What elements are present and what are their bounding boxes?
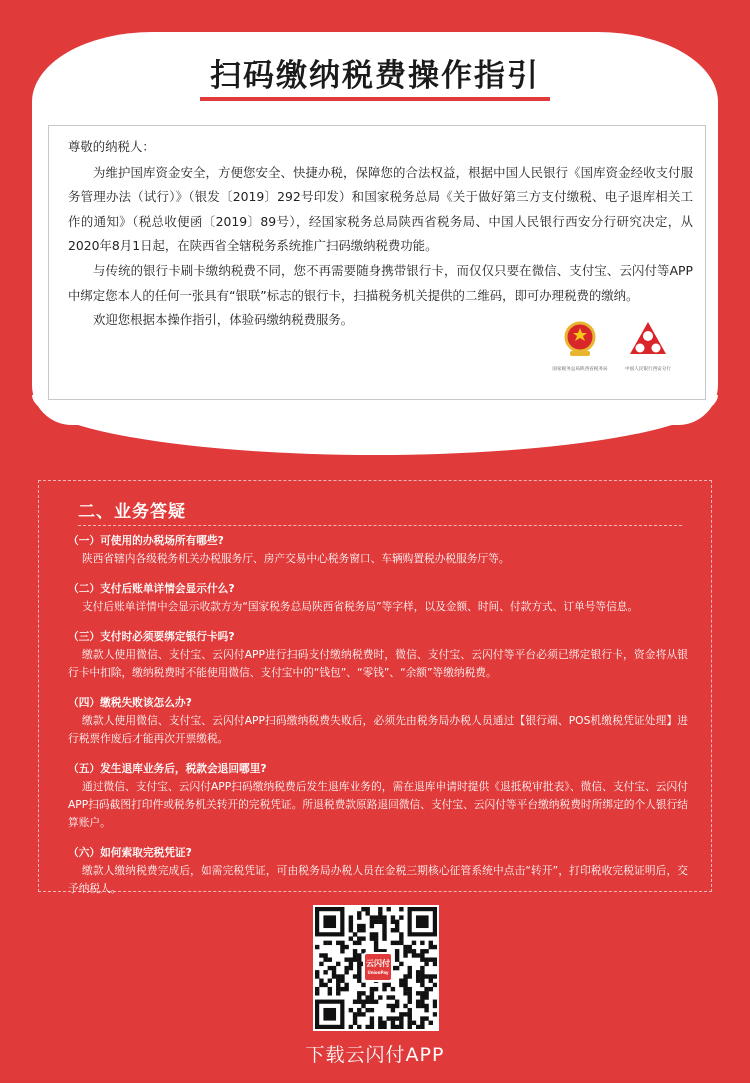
letter-paragraph-1: 为维护国库资金安全，方便您安全、快捷办税，保障您的合法权益，根据中国人民银行《国库资金经收支付服务管理办法（试行）》（银发〔2019〕292号印发）和国家税务总局《关于做好第三方支付缴税、电子退库相关工作的通知》（税总收便函〔2019〕89号），经国家税务总局陕西省税务局、中国人民银行西安分行研究决定，从2020年8月1日起，在陕西省全辖税务系统推广扫码缴纳税费功能。: [68, 164, 693, 254]
tax-logo-caption: 国家税务总局陕西省税务局: [552, 367, 608, 372]
qa-question: （三）支付时必须要绑定银行卡吗?: [68, 630, 235, 643]
qa-item: [68, 694, 688, 748]
intro-card-curve: [32, 395, 718, 455]
qa-divider: [78, 525, 682, 526]
title-area: [0, 32, 750, 101]
bank-emblem-icon: [628, 320, 668, 358]
qa-item: [68, 760, 688, 832]
qa-item: [68, 628, 688, 682]
letter-greeting: 尊敬的纳税人：: [68, 139, 155, 154]
qa-answer: 缴款人使用微信、支付宝、云闪付APP进行扫码支付缴纳税费时，微信、支付宝、云闪付等平台必须已绑定银行卡，资金将从银行卡中扣除，缴纳税费时不能使用微信、支付宝中的“钱包”、“零钱”、“余额”等缴纳税费。: [68, 648, 688, 679]
qa-item: [68, 844, 688, 898]
qa-question: （五）发生退库业务后，税款会退回哪里?: [68, 762, 267, 775]
qr-badge-label: 云闪付: [366, 959, 390, 968]
qa-answer: 支付后账单详情中会显示收款方为“国家税务总局陕西省税务局”等字样，以及金额、时间、付款方式、订单号等信息。: [82, 600, 639, 613]
bank-logo-caption: 中国人民银行西安分行: [625, 367, 671, 372]
unionpay-badge: [363, 952, 393, 982]
tax-bureau-logo: [550, 320, 610, 372]
download-app-label[interactable]: 下载云闪付APP: [305, 1044, 445, 1066]
tax-emblem-icon: [560, 320, 600, 358]
qa-answer: 陕西省辖内各级税务机关办税服务厅、房产交易中心税务窗口、车辆购置税办税服务厅等。: [82, 552, 510, 565]
qr-badge-sublabel: UnionPay: [367, 970, 389, 975]
letter-paragraph-2: 与传统的银行卡刷卡缴纳税费不同，您不再需要随身携带银行卡，而仅仅只要在微信、支付宝、云闪付等APP中绑定您本人的任何一张具有“银联”标志的银行卡，扫描税务机关提供的二维码，即可办理税费的缴纳。: [68, 262, 693, 303]
qa-question: （六）如何索取完税凭证?: [68, 846, 192, 859]
qa-item: [68, 532, 688, 568]
qa-answer: 缴款人使用微信、支付宝、云闪付APP扫码缴纳税费失败后，必须先由税务局办税人员通过【银行端、POS机缴税凭证处理】进行税票作废后才能再次开票缴税。: [68, 714, 688, 745]
qa-answer: 缴款人缴纳税费完成后，如需完税凭证，可由税务局办税人员在金税三期核心征管系统中点击“转开”，打印税收完税证明后，交予纳税人。: [68, 864, 688, 895]
download-qr-code[interactable]: [313, 905, 439, 1031]
page-title: 扫码缴纳税费操作指引: [200, 32, 550, 101]
qa-heading: 二、业务答疑: [78, 502, 186, 522]
qa-item: [68, 580, 688, 616]
qa-list: [68, 532, 688, 910]
qa-answer: 通过微信、支付宝、云闪付APP扫码缴纳税费后发生退库业务的，需在退库申请时提供《退抵税审批表》、微信、支付宝、云闪付APP扫码截图打印件或税务机关转开的完税凭证。所退税费款原路退回微信、支付宝、云闪付等平台缴纳税费时所绑定的个人银行结算账户。: [68, 780, 688, 829]
letter-body: [68, 135, 693, 333]
qa-question: （四）缴税失败该怎么办?: [68, 696, 192, 709]
peoples-bank-logo: [618, 320, 678, 372]
qa-question: （一）可使用的办税场所有哪些?: [68, 534, 224, 547]
qa-question: （二）支付后账单详情会显示什么?: [68, 582, 235, 595]
letter-paragraph-3: 欢迎您根据本操作指引，体验码缴纳税费服务。: [93, 312, 354, 328]
